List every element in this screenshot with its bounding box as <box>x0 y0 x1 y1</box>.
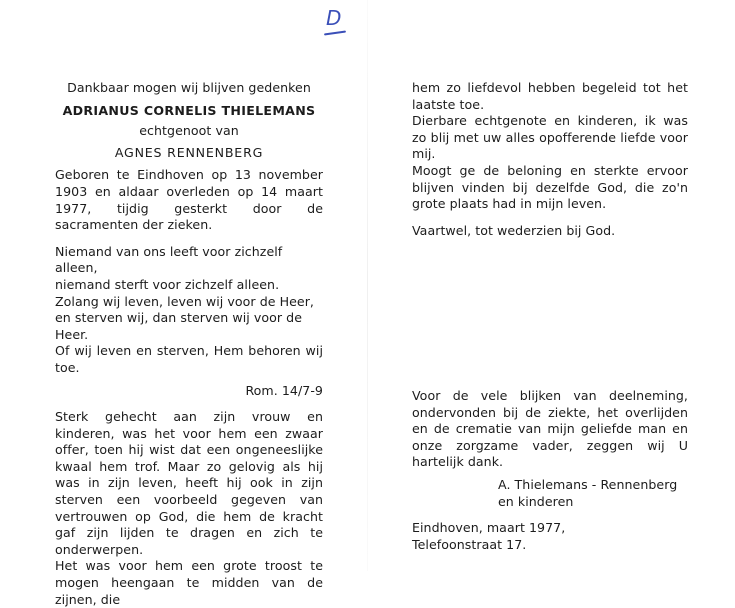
right-panel <box>412 80 688 239</box>
birth-paragraph: Geboren te Eindhoven op 13 november 1903 en aldaar overleden op 14 maart 1977, tijdig gesterkt door de sacramenten der zieken. <box>55 167 323 233</box>
thanks-block <box>412 388 688 553</box>
verse-line: Zolang wij leven, leven wij voor de Heer, <box>55 293 314 309</box>
bible-verse <box>55 244 323 377</box>
spouse-name: AGNES RENNENBERG <box>114 144 264 160</box>
verse-line: niemand sterft voor zichzelf alleen. <box>55 276 280 292</box>
left-panel <box>55 80 323 608</box>
relation-text: echtgenoot van <box>139 123 239 139</box>
farewell-paragraph-1: Dierbare echtgenote en kinderen, ik was zo blij met uw alles opofferende liefde voor mij. <box>412 113 688 162</box>
deceased-name: ADRIANUS CORNELIS THIELEMANS <box>62 102 316 118</box>
signature-name: A. Thielemans - Rennenberg <box>498 476 678 492</box>
farewell-paragraph-2: Moogt ge de beloning en sterkte ervoor blijven vinden bij dezelfde God, die zo'n grote plaats had in mijn leven. <box>412 162 688 212</box>
verse-line: Niemand van ons leeft voor zichzelf alleen, <box>55 243 283 276</box>
handwritten-mark-underline <box>324 30 346 35</box>
signature-family: en kinderen <box>498 493 574 509</box>
continuation-text: hem zo liefdevol hebben begeleid tot het laatste toe. <box>412 80 688 112</box>
handwritten-mark: D <box>326 6 342 30</box>
verse-line: Of wij leven en sterven, Hem behoren wij toe. <box>55 343 323 375</box>
life-paragraph: Sterk gehecht aan zijn vrouw en kinderen, was het voor hem een zwaar offer, toen hij wist dat een ongeneeslijke kwaal hem trof. Maar zo gelovig als hij was in zijn leven, heeft hij ook in zijn sterven een voorbeeld gegeven van vertrouwen op God, die hem de kracht gaf zijn lijden te dragen en zich te onderwerpen. <box>55 409 323 557</box>
closing-line: Vaartwel, tot wederzien bij God. <box>412 222 616 238</box>
place-date: Eindhoven, maart 1977, <box>412 520 566 536</box>
thanks-paragraph: Voor de vele blijken van deelneming, ondervonden bij de ziekte, het overlijden en de crematie van mijn geliefde man en onze zorgzame vader, zeggen wij U hartelijk dank. <box>412 388 688 470</box>
card-fold <box>367 0 368 571</box>
heading: Dankbaar mogen wij blijven gedenken <box>67 80 311 95</box>
address: Telefoonstraat 17. <box>412 536 527 552</box>
verse-reference: Rom. 14/7-9 <box>245 382 323 398</box>
comfort-paragraph: Het was voor hem een grote troost te mogen heengaan te midden van de zijnen, die <box>55 558 323 607</box>
verse-line: en sterven wij, dan sterven wij voor de Heer. <box>55 310 302 342</box>
